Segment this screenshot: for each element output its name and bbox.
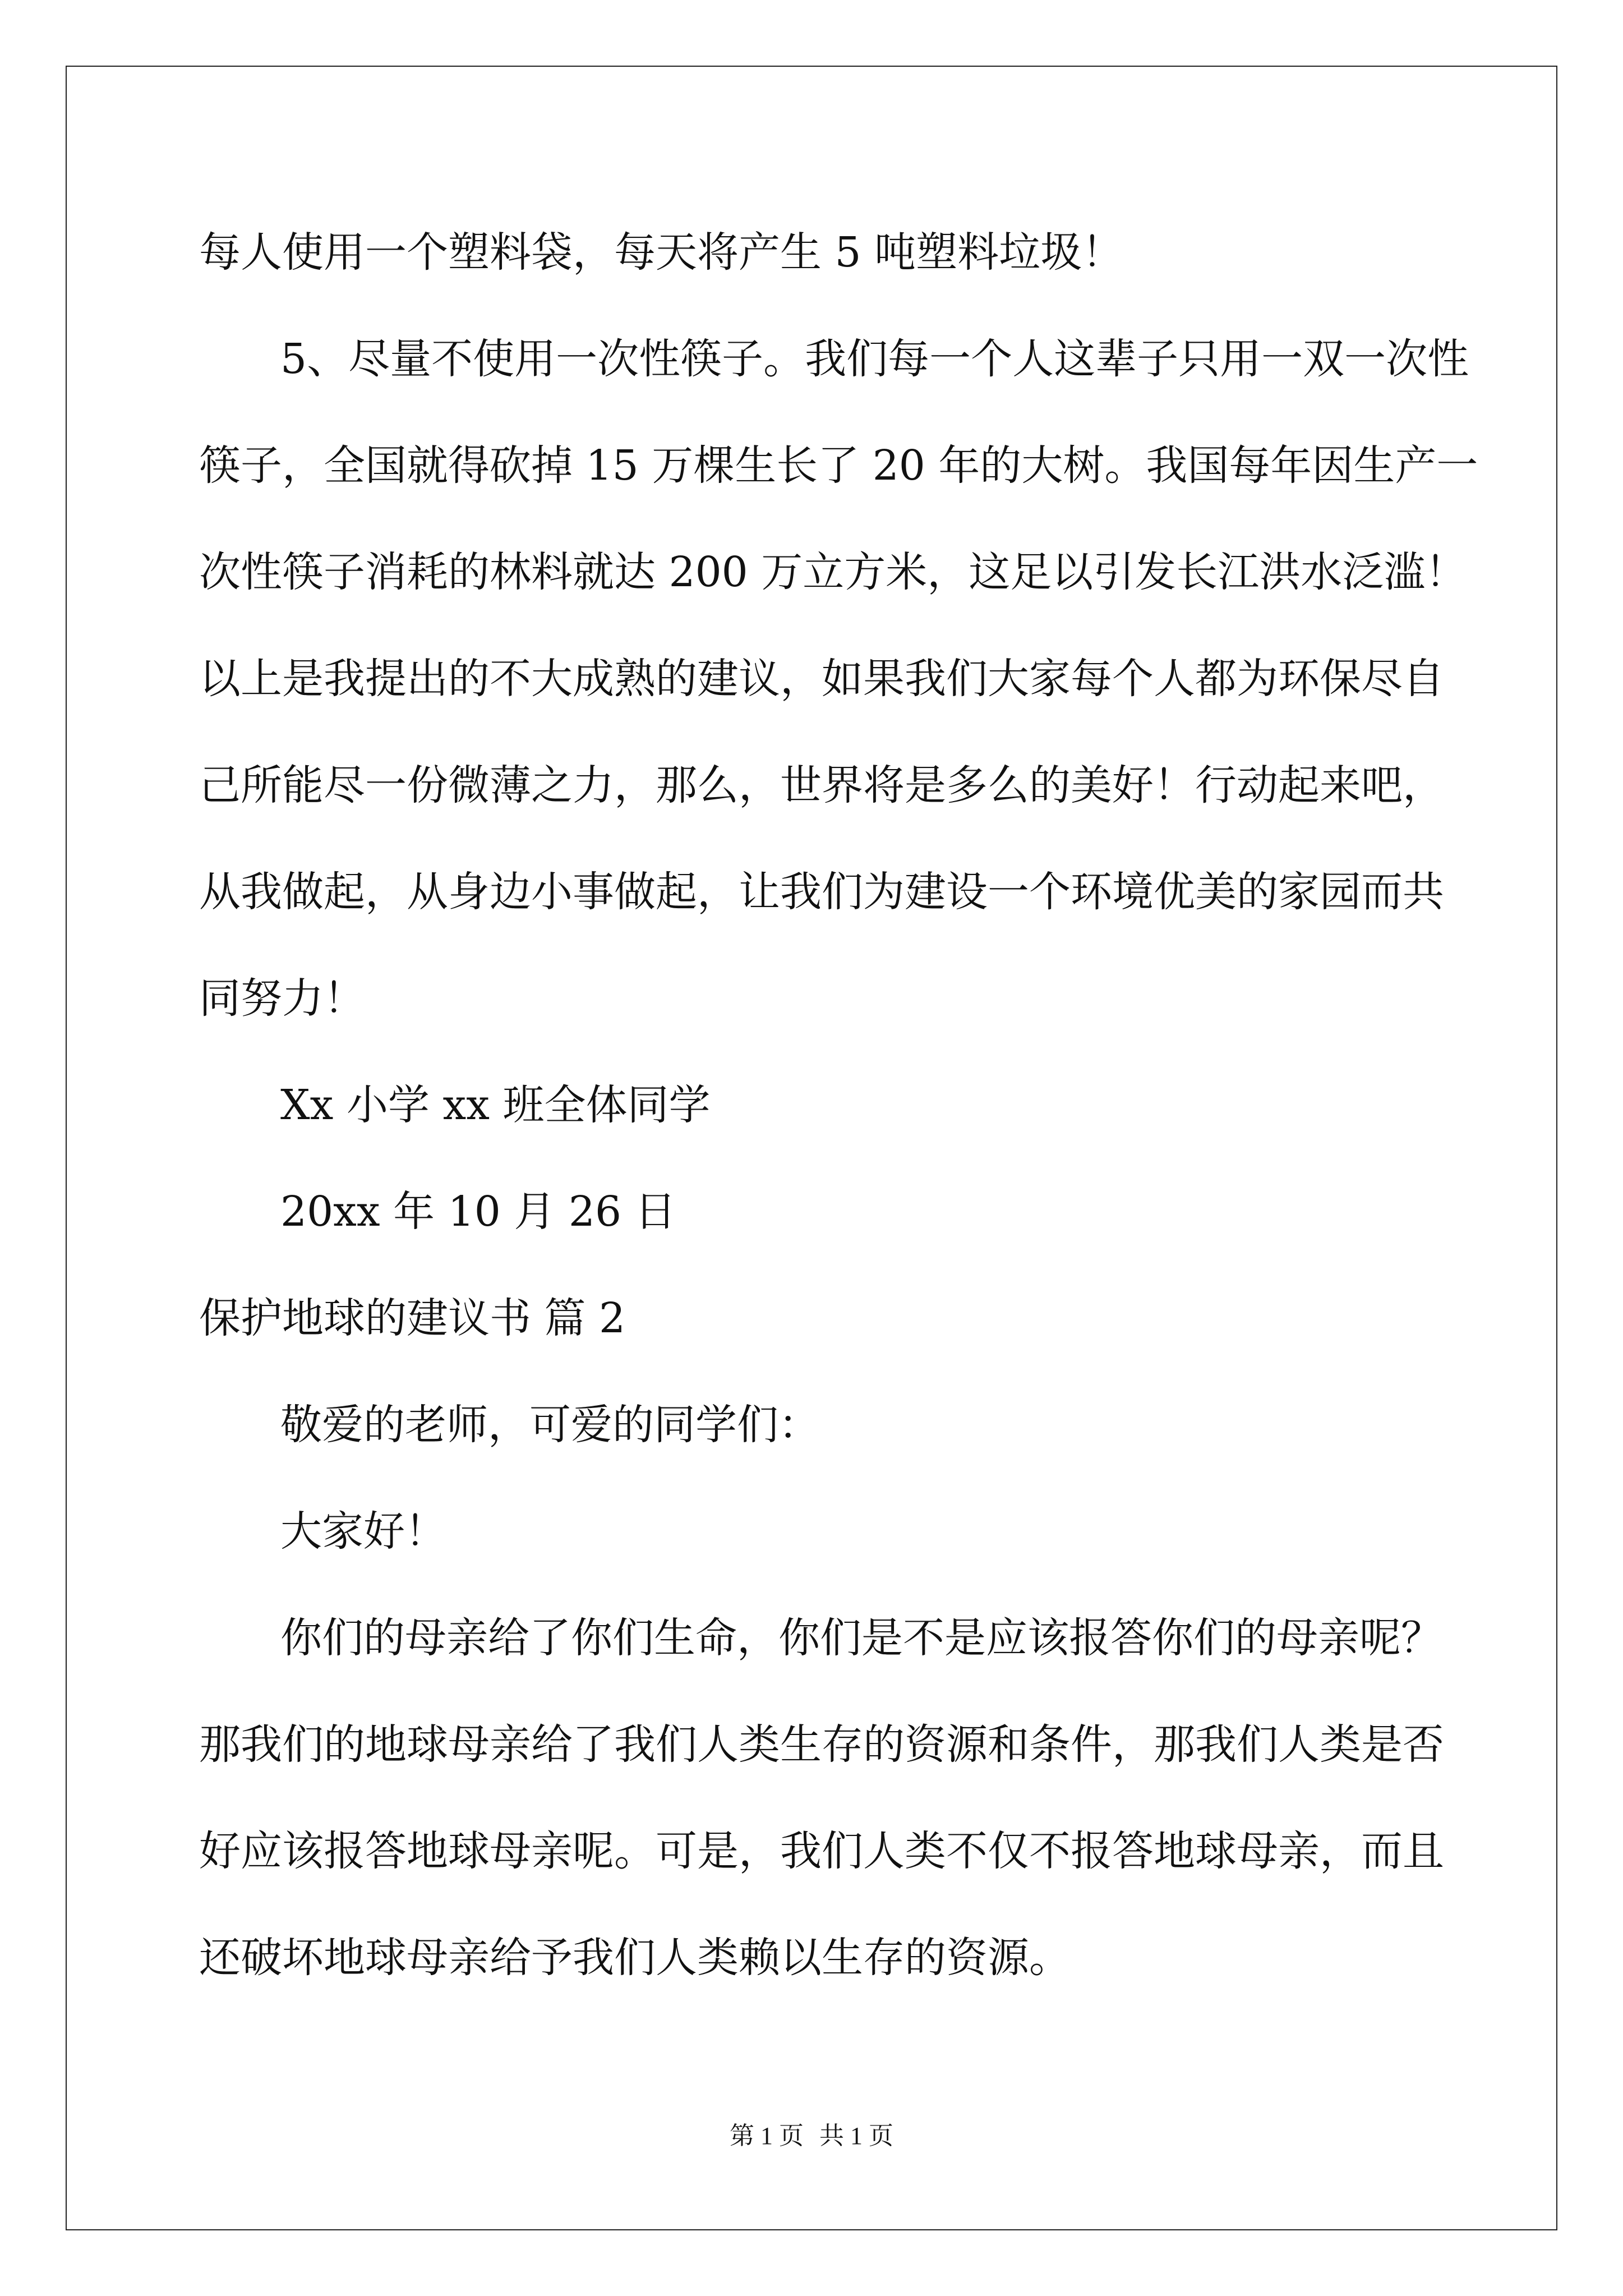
text-line: 5、尽量不使用一次性筷子。我们每一个人这辈子只用一双一次性 — [280, 335, 1469, 383]
text-line: 己所能尽一份微薄之力，那么，世界将是多么的美好！行动起来吧， — [199, 761, 1444, 809]
signature-line: Xx 小学 xx 班全体同学 — [280, 1081, 711, 1129]
text-line: 那我们的地球母亲给了我们人类生存的资源和条件，那我们人类是否 — [199, 1720, 1444, 1769]
page-footer — [0, 2124, 1623, 2148]
text-line: 以上是我提出的不大成熟的建议，如果我们大家每个人都为环保尽自 — [199, 655, 1444, 703]
text-line: 次性筷子消耗的林料就达 200 万立方米，这足以引发长江洪水泛滥！ — [199, 548, 1467, 596]
page-total: 共 1 页 — [819, 2122, 893, 2150]
text-line: 同努力！ — [199, 974, 365, 1023]
text-line: 你们的母亲给了你们生命，你们是不是应该报答你们的母亲呢？ — [280, 1614, 1442, 1662]
text-line: 从我做起，从身边小事做起，让我们为建设一个环境优美的家园而共 — [199, 868, 1444, 916]
salutation-line: 敬爱的老师，可爱的同学们： — [280, 1401, 820, 1449]
page-border — [66, 66, 1557, 2230]
text-line: 筷子，全国就得砍掉 15 万棵生长了 20 年的大树。我国每年因生产一 — [199, 441, 1478, 490]
greeting-line: 大家好！ — [280, 1507, 446, 1556]
date-line: 20xx 年 10 月 26 日 — [280, 1188, 676, 1236]
text-line: 好应该报答地球母亲呢。可是，我们人类不仅不报答地球母亲，而且 — [199, 1827, 1444, 1875]
text-line: 每人使用一个塑料袋，每天将产生 5 吨塑料垃圾！ — [199, 228, 1124, 277]
text-line: 还破坏地球母亲给予我们人类赖以生存的资源。 — [199, 1934, 1071, 1982]
section-heading: 保护地球的建议书 篇 2 — [199, 1294, 626, 1342]
page-number: 第 1 页 — [730, 2122, 804, 2150]
